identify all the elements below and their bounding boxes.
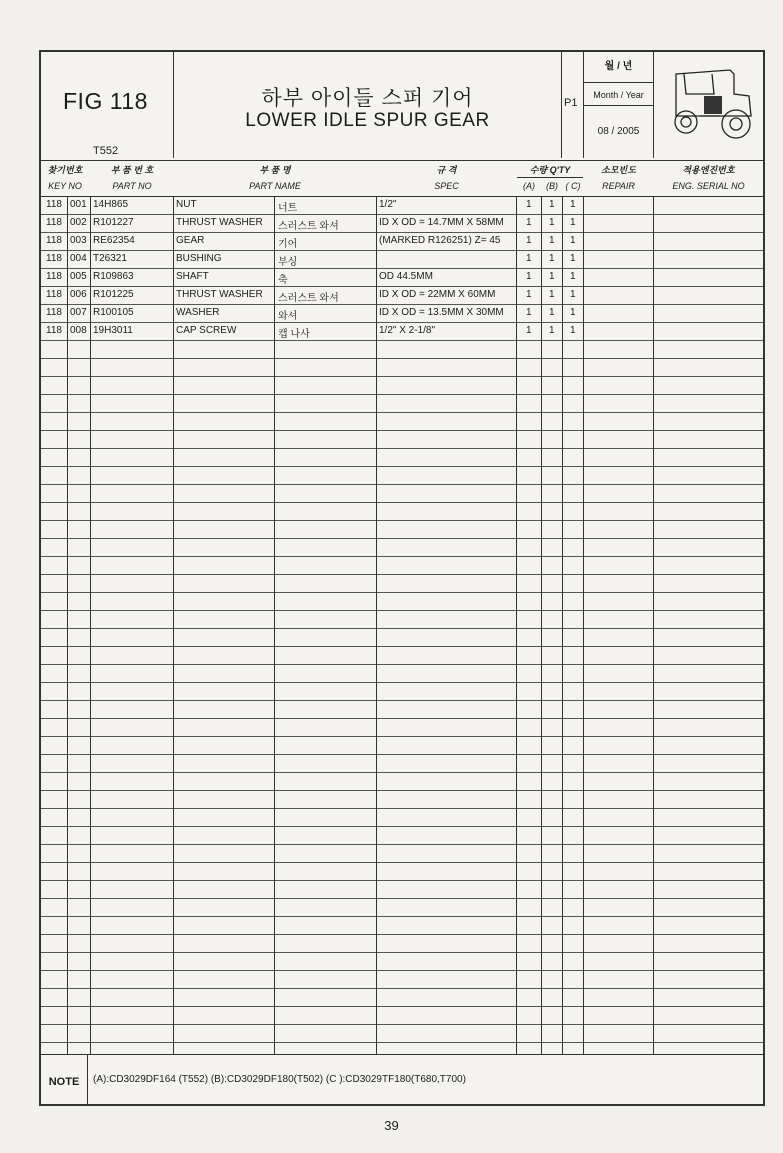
row-rule [41, 538, 763, 539]
row-rule [41, 754, 763, 755]
row-rule [41, 466, 763, 467]
row-rule [41, 502, 763, 503]
row-rule [41, 592, 763, 593]
parts-sheet [39, 50, 765, 1106]
page-code: P1 [564, 97, 578, 109]
part-no-cell: R109863 [93, 271, 134, 282]
part-name-ko-cell: 스러스트 와셔 [278, 221, 339, 232]
qty-c-cell: 1 [570, 325, 576, 336]
model-number: T552 [93, 145, 119, 157]
serial-korean: 적용엔진번호 [682, 165, 735, 175]
qty-a-cell: 1 [526, 217, 532, 228]
part-no-cell: R101227 [93, 217, 134, 228]
row-rule [41, 1024, 763, 1025]
qty-c-header: ( C) [565, 181, 581, 191]
row-rule [41, 1006, 763, 1007]
table-row [41, 214, 763, 232]
qty-c-cell: 1 [570, 289, 576, 300]
part-no-cell: 19H3011 [93, 325, 133, 336]
fig-cell: 118 [46, 217, 62, 228]
tractor-icon [654, 52, 763, 158]
qty-header: 수량 Q'TY [529, 165, 571, 175]
row-rule [41, 610, 763, 611]
title-english: LOWER IDLE SPUR GEAR [245, 110, 490, 131]
part-name-cell: NUT [176, 199, 197, 210]
key-cell: 005 [70, 271, 87, 282]
row-rule [41, 340, 763, 341]
row-rule [41, 520, 763, 521]
qty-b-cell: 1 [549, 325, 555, 336]
row-rule [41, 628, 763, 629]
qty-b-cell: 1 [549, 235, 555, 246]
note-text: (A):CD3029DF164 (T552) (B):CD3029DF180(T502) (C ):CD3029TF180(T680,T700) [93, 1074, 466, 1085]
fig-cell: 118 [46, 289, 62, 300]
spec-cell: (MARKED R126251) Z= 45 [379, 235, 501, 246]
qty-a-cell: 1 [526, 199, 532, 210]
spec-cell: ID X OD = 13.5MM X 30MM [379, 307, 504, 318]
fig-cell: 118 [46, 235, 62, 246]
part-name-korean: 부 품 명 [259, 165, 291, 175]
title-korean: 하부 아이들 스퍼 기어 [261, 87, 474, 110]
fig-cell: 118 [46, 271, 62, 282]
row-rule [41, 862, 763, 863]
row-rule [41, 574, 763, 575]
figure-number: FIG 118 [63, 88, 148, 114]
qty-a-cell: 1 [526, 253, 532, 264]
row-rule [41, 646, 763, 647]
part-no-cell: 14H865 [93, 199, 129, 210]
part-name-cell: WASHER [176, 307, 220, 318]
page-cell [562, 52, 584, 158]
row-rule [41, 790, 763, 791]
repair-korean: 소모빈도 [601, 165, 636, 175]
key-cell: 008 [70, 325, 87, 336]
qty-c-cell: 1 [570, 253, 576, 264]
part-no-header: PART NO [112, 181, 152, 191]
qty-a-header: (A) [523, 181, 535, 191]
part-name-ko-cell: 와셔 [278, 311, 298, 322]
row-rule [41, 376, 763, 377]
qty-divider [517, 177, 583, 178]
date-label-english: Month / Year [584, 83, 653, 106]
row-rule [41, 970, 763, 971]
row-rule [41, 826, 763, 827]
date-value: 08 / 2005 [597, 126, 640, 137]
part-no-cell: T26321 [93, 253, 127, 264]
qty-a-cell: 1 [526, 235, 532, 246]
row-rule [41, 736, 763, 737]
note-section [41, 1054, 763, 1105]
row-rule [41, 844, 763, 845]
figure-cell [41, 52, 174, 158]
fig-cell: 118 [46, 325, 62, 336]
key-cell: 001 [70, 199, 87, 210]
qty-b-cell: 1 [549, 307, 555, 318]
row-rule [41, 988, 763, 989]
row-rule [41, 484, 763, 485]
fig-cell: 118 [46, 199, 62, 210]
part-no-cell: RE62354 [93, 235, 135, 246]
table-row [41, 268, 763, 286]
date-cell [584, 52, 654, 158]
row-rule [41, 916, 763, 917]
tractor-illustration [654, 52, 763, 158]
table-row [41, 322, 763, 340]
row-rule [41, 412, 763, 413]
row-rule [41, 358, 763, 359]
part-name-ko-cell: 축 [278, 275, 288, 286]
qty-b-header: (B) [546, 181, 558, 191]
row-rule [41, 898, 763, 899]
qty-c-cell: 1 [570, 307, 576, 318]
spec-cell: 1/2" X 2-1/8" [379, 325, 436, 336]
key-cell: 006 [70, 289, 87, 300]
qty-b-cell: 1 [549, 253, 555, 264]
qty-a-cell: 1 [526, 289, 532, 300]
qty-b-cell: 1 [549, 289, 555, 300]
row-rule [41, 952, 763, 953]
qty-b-cell: 1 [549, 199, 555, 210]
row-rule [41, 448, 763, 449]
serial-header: ENG. SERIAL NO [672, 181, 745, 191]
part-name-cell: CAP SCREW [176, 325, 237, 336]
part-name-cell: SHAFT [176, 271, 209, 282]
spec-cell: ID X OD = 22MM X 60MM [379, 289, 496, 300]
key-no-korean: 찾기번호 [47, 165, 83, 175]
row-rule [41, 772, 763, 773]
row-rule [41, 934, 763, 935]
key-cell: 004 [70, 253, 87, 264]
note-label: NOTE [41, 1055, 88, 1105]
qty-c-cell: 1 [570, 271, 576, 282]
qty-b-cell: 1 [549, 217, 555, 228]
qty-c-cell: 1 [570, 235, 576, 246]
row-rule [41, 718, 763, 719]
qty-b-cell: 1 [549, 271, 555, 282]
key-cell: 002 [70, 217, 87, 228]
date-label-korean: 월 / 년 [584, 52, 653, 83]
repair-header: REPAIR [602, 181, 635, 191]
table-row [41, 232, 763, 250]
part-name-ko-cell: 캡 나사 [278, 329, 310, 340]
part-no-cell: R100105 [93, 307, 134, 318]
qty-c-cell: 1 [570, 199, 576, 210]
part-name-cell: BUSHING [176, 253, 222, 264]
spec-header: SPEC [434, 181, 459, 191]
spec-cell: ID X OD = 14.7MM X 58MM [379, 217, 504, 228]
key-cell: 003 [70, 235, 87, 246]
qty-a-cell: 1 [526, 271, 532, 282]
table-row [41, 250, 763, 268]
row-rule [41, 430, 763, 431]
page-number: 39 [384, 1118, 399, 1133]
key-cell: 007 [70, 307, 87, 318]
row-rule [41, 682, 763, 683]
part-no-korean: 부 품 번 호 [110, 165, 154, 175]
part-name-ko-cell: 부싱 [278, 257, 298, 268]
spec-cell: OD 44.5MM [379, 271, 433, 282]
part-name-cell: THRUST WASHER [176, 289, 263, 300]
part-name-cell: GEAR [176, 235, 205, 246]
qty-a-cell: 1 [526, 325, 532, 336]
row-rule [41, 664, 763, 665]
table-row [41, 286, 763, 304]
title-cell [174, 52, 562, 158]
part-name-ko-cell: 기어 [278, 239, 298, 250]
spec-cell: 1/2" [379, 199, 397, 210]
row-rule [41, 556, 763, 557]
part-name-header: PART NAME [249, 181, 301, 191]
fig-cell: 118 [46, 253, 62, 264]
qty-a-cell: 1 [526, 307, 532, 318]
row-rule [41, 808, 763, 809]
row-rule [41, 700, 763, 701]
part-no-cell: R101225 [93, 289, 134, 300]
key-no-header: KEY NO [48, 181, 82, 191]
part-name-ko-cell: 너트 [278, 203, 298, 214]
table-row [41, 196, 763, 214]
sheet-header [41, 52, 763, 161]
row-rule [41, 880, 763, 881]
spec-korean: 규 격 [436, 165, 457, 175]
column-header [41, 160, 763, 197]
fig-cell: 118 [46, 307, 62, 318]
part-name-ko-cell: 스러스트 와셔 [278, 293, 339, 304]
qty-c-cell: 1 [570, 217, 576, 228]
table-row [41, 304, 763, 322]
part-name-cell: THRUST WASHER [176, 217, 263, 228]
row-rule [41, 1042, 763, 1043]
row-rule [41, 394, 763, 395]
